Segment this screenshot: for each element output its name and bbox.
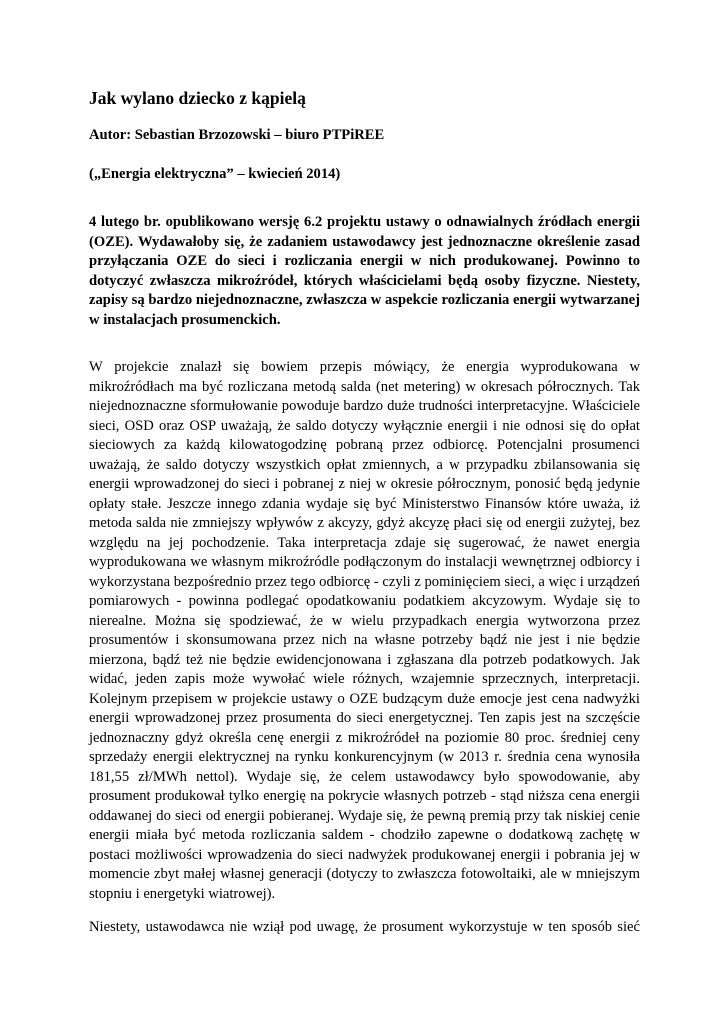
body-line: jednoznaczny gdyż określa cenę energii z mikroźródeł na poziomie 80 proc. średniej ceny [89, 729, 640, 746]
body-line: energii miała być metoda rozliczania saldem - chodziło zapewne o dodatkową zachętę w [89, 827, 640, 843]
body-line: nierealne. Można się spodziewać, że w wielu przypadkach energia wytworzona przez [89, 612, 640, 629]
body-line: postaci możliwości wprowadzenia do sieci nadwyżek produkowanej energii i pobrania jej w [89, 846, 640, 863]
body-line: energii wprowadzonej przez prosumenta do sieci energetycznej. Ten zapis jest na szczęście [89, 710, 640, 726]
body-line: W projekcie znalazł się bowiem przepis mówiący, że energia wyprodukowana w [89, 359, 640, 375]
body-line: sieci, OSD oraz OSP uważają, że saldo dotyczy wyłącznie energii i nie odnosi się do opłat [89, 417, 640, 434]
body-line: niejednoznaczne sformułowanie powoduje bardzo duże trudności interpretacyjne. Właściciele [89, 398, 640, 414]
body-line: metoda salda nie zmniejszy wpływów z akcyzy, gdyż akcyzę płaci się od energii zużytej, bez [89, 515, 640, 531]
lead-line: dotyczyć zwłaszcza mikroźródeł, których właścicielami będą osoby fizyczne. Niestety, [89, 272, 640, 289]
body-line: oddawanej do sieci od energii pobieranej. Wydaje się, że pewną premią przy tak niskiej cenie [89, 807, 640, 824]
document-source: („Energia elektryczna” – kwiecień 2014) [89, 166, 341, 182]
body-line: pomiarowych - powinna podlegać opodatkowaniu podatkiem akcyzowym. Wydaje się to [89, 593, 640, 609]
lead-line: (OZE). Wydawałoby się, że zadaniem ustawodawcy jest jednoznaczne określenie zasad [89, 233, 640, 250]
body-line: uważają, że saldo dotyczy wszystkich opłat zmiennych, a w przypadku zbilansowania się [89, 456, 640, 473]
body-paragraph-2 [89, 918, 640, 938]
body-line: sieciowych za każdą kilowatogodzinę pobraną przez odbiorcę. Potencjalni prosumenci [89, 437, 640, 453]
body-line: Kolejnym przepisem w projekcie ustawy o OZE budzącym duże emocje jest cena nadwyżki [89, 690, 640, 707]
body-line: widać, jeden zapis może wywołać wiele różnych, wzajemnie sprzecznych, interpretacji. [89, 671, 640, 687]
body-line: prosument produkował tylko energię na pokrycie własnych potrzeb - stąd niższa cena energii [89, 788, 640, 804]
body-line: energii wprowadzonej do sieci i pobranej z niej w okresie półrocznym, ponosić będą jedynie [89, 476, 640, 492]
body-line: prosumentów i skonsumowana przez nich na własne potrzeby bądź nie jest i nie będzie [89, 632, 640, 648]
body-line: Niestety, ustawodawca nie wziął pod uwagę, że prosument wykorzystuje w ten sposób sieć [89, 919, 640, 935]
lead-line: zapisy są bardzo niejednoznaczne, zwłaszcza w aspekcie rozliczania energii wytwarzanej [89, 292, 640, 308]
lead-line: 4 lutego br. opublikowano wersję 6.2 projektu ustawy o odnawialnych źródłach energii [89, 214, 640, 230]
body-line: mikroźródłach ma być rozliczana metodą salda (net metering) w okresach półrocznych. Tak [89, 378, 640, 395]
body-line: 181,55 zł/MWh nettol). Wydaje się, że celem ustawodawcy było spowodowanie, aby [89, 768, 640, 785]
document-title: Jak wylano dziecko z kąpielą [89, 88, 306, 108]
document-author: Autor: Sebastian Brzozowski – biuro PTPiREE [89, 127, 385, 143]
body-line: wykorzystana bezpośrednio przez tego odbiorcę - czyli z pominięciem sieci, a więc i urządzeń [89, 573, 641, 590]
lead-paragraph [89, 213, 640, 330]
body-line: wyprodukowana we własnym mikroźródle podłączonym do instalacji wewnętrznej odbiorcy i [89, 554, 640, 570]
body-line: względu na jej pochodzenie. Taka interpretacja zdaje się sugerować, że nawet energia [89, 534, 640, 551]
lead-line: przyłączania OZE do sieci i rozliczania energii w nich produkowanej. Powinno to [89, 253, 640, 269]
body-line: opłaty stałe. Jeszcze innego zdania wydaje się być Ministerstwo Finansów które uważa, iż [89, 495, 640, 512]
body-line: mierzona, bądź też nie będzie ewidencjonowana i zgłaszana dla potrzeb podatkowych. Jak [89, 651, 640, 668]
body-paragraph-1 [89, 358, 640, 904]
lead-line: w instalacjach prosumenckich. [89, 311, 281, 328]
body-line: momencie zbyt małej własnej generacji (dotyczy to zwłaszcza fotowoltaiki, ale w mniejszym [89, 866, 640, 882]
body-line: stopniu i energetyki wiatrowej). [89, 885, 276, 902]
body-line: sprzedaży energii elektrycznej na rynku konkurencyjnym (w 2013 r. średnia cena wynosiła [89, 749, 640, 765]
